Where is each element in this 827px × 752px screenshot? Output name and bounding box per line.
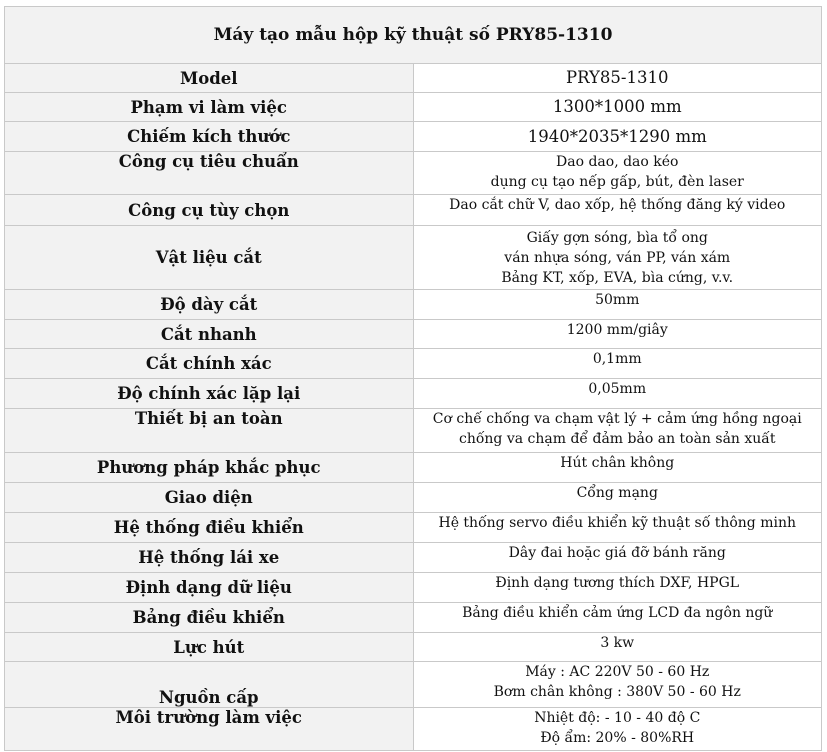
spec-value bbox=[413, 290, 822, 320]
spec-rows bbox=[5, 64, 822, 751]
spec-value-line: Cổng mạng bbox=[576, 485, 658, 501]
table-row bbox=[5, 195, 822, 226]
spec-value-line: ván nhựa sóng, ván PP, ván xám bbox=[504, 249, 731, 266]
spec-value-line: Độ ẩm: 20% - 80%RH bbox=[540, 730, 695, 746]
spec-label: Phạm vi làm việc bbox=[5, 93, 414, 122]
spec-value-line: 3 kw bbox=[600, 635, 635, 651]
spec-value bbox=[413, 195, 822, 226]
spec-value-line: Dao dao, dao kéo bbox=[556, 154, 679, 170]
spec-label: Công cụ tùy chọn bbox=[5, 195, 414, 226]
table-row bbox=[5, 603, 822, 633]
spec-value bbox=[413, 409, 822, 453]
spec-value bbox=[413, 483, 822, 513]
spec-value-line: Bảng điều khiển cảm ứng LCD đa ngôn ngữ bbox=[462, 605, 773, 621]
spec-value bbox=[413, 513, 822, 543]
spec-value bbox=[413, 93, 822, 122]
spec-value bbox=[413, 152, 822, 195]
table-row bbox=[5, 453, 822, 483]
spec-label: Chiếm kích thước bbox=[5, 122, 414, 152]
spec-value-line: chống va chạm để đảm bảo an toàn sản xuất bbox=[458, 431, 776, 447]
table-row bbox=[5, 152, 822, 195]
spec-value bbox=[413, 64, 822, 93]
spec-value-line: Hệ thống servo điều khiển kỹ thuật số thông minh bbox=[438, 515, 797, 531]
spec-value-line: Bảng KT, xốp, EVA, bìa cứng, v.v. bbox=[501, 269, 734, 286]
title-row bbox=[5, 7, 822, 64]
spec-label: Model bbox=[5, 64, 414, 93]
spec-value-line: Nhiệt độ: - 10 - 40 độ C bbox=[534, 710, 701, 726]
spec-value-line: 1300*1000 mm bbox=[552, 97, 682, 116]
table-row bbox=[5, 513, 822, 543]
spec-value bbox=[413, 543, 822, 573]
spec-label: Vật liệu cắt bbox=[5, 226, 414, 290]
spec-label: Thiết bị an toàn bbox=[5, 409, 414, 453]
spec-value-line: Máy : AC 220V 50 - 60 Hz bbox=[525, 664, 710, 680]
table-row bbox=[5, 379, 822, 409]
spec-label: Công cụ tiêu chuẩn bbox=[5, 152, 414, 195]
spec-value-line: dụng cụ tạo nếp gấp, bút, đèn laser bbox=[490, 174, 744, 190]
spec-label: Giao diện bbox=[5, 483, 414, 513]
spec-value bbox=[413, 603, 822, 633]
spec-value-line: Bơm chân không : 380V 50 - 60 Hz bbox=[493, 684, 741, 700]
spec-value bbox=[413, 320, 822, 349]
spec-value bbox=[413, 662, 822, 708]
table-row bbox=[5, 662, 822, 708]
spec-value bbox=[413, 633, 822, 662]
spec-label: Lực hút bbox=[5, 633, 414, 662]
table-row bbox=[5, 226, 822, 290]
table-row bbox=[5, 93, 822, 122]
table-row bbox=[5, 320, 822, 349]
table-row bbox=[5, 409, 822, 453]
spec-label: Hệ thống lái xe bbox=[5, 543, 414, 573]
spec-value-line: 0,05mm bbox=[588, 381, 647, 397]
spec-label: Hệ thống điều khiển bbox=[5, 513, 414, 543]
spec-value-line: 1200 mm/giây bbox=[566, 322, 668, 338]
table-row bbox=[5, 573, 822, 603]
spec-value bbox=[413, 349, 822, 379]
spec-label: Môi trường làm việc bbox=[5, 708, 414, 751]
spec-table bbox=[4, 6, 822, 751]
spec-value-line: Hút chân không bbox=[560, 455, 675, 471]
spec-value-line: 0,1mm bbox=[592, 351, 642, 367]
spec-label: Định dạng dữ liệu bbox=[5, 573, 414, 603]
spec-label: Độ chính xác lặp lại bbox=[5, 379, 414, 409]
spec-value bbox=[413, 453, 822, 483]
spec-label: Phương pháp khắc phục bbox=[5, 453, 414, 483]
table-row bbox=[5, 708, 822, 751]
table-row bbox=[5, 122, 822, 152]
table-row bbox=[5, 543, 822, 573]
spec-value-line: Cơ chế chống va chạm vật lý + cảm ứng hồng ngoại bbox=[432, 411, 802, 427]
spec-value-line: PRY85-1310 bbox=[566, 68, 669, 87]
spec-value bbox=[413, 708, 822, 751]
spec-value bbox=[413, 122, 822, 152]
spec-value-line: Dây đai hoặc giá đỡ bánh răng bbox=[508, 545, 726, 561]
table-row bbox=[5, 64, 822, 93]
spec-value-line: Dao cắt chữ V, dao xốp, hệ thống đăng ký video bbox=[449, 197, 786, 213]
table-row bbox=[5, 349, 822, 379]
spec-value-line: Giấy gợn sóng, bìa tổ ong bbox=[526, 229, 708, 246]
spec-value-line: 1940*2035*1290 mm bbox=[527, 126, 707, 146]
table-row bbox=[5, 483, 822, 513]
table-row bbox=[5, 290, 822, 320]
spec-label: Nguồn cấp bbox=[5, 662, 414, 708]
spec-label: Bảng điều khiển bbox=[5, 603, 414, 633]
spec-value bbox=[413, 573, 822, 603]
spec-label: Cắt chính xác bbox=[5, 349, 414, 379]
spec-value bbox=[413, 226, 822, 290]
spec-value-line: Định dạng tương thích DXF, HPGL bbox=[495, 575, 740, 591]
spec-label: Độ dày cắt bbox=[5, 290, 414, 320]
spec-label: Cắt nhanh bbox=[5, 320, 414, 349]
table-row bbox=[5, 633, 822, 662]
spec-value bbox=[413, 379, 822, 409]
spec-value-line: 50mm bbox=[595, 292, 640, 308]
table-title: Máy tạo mẫu hộp kỹ thuật số PRY85-1310 bbox=[5, 7, 822, 64]
